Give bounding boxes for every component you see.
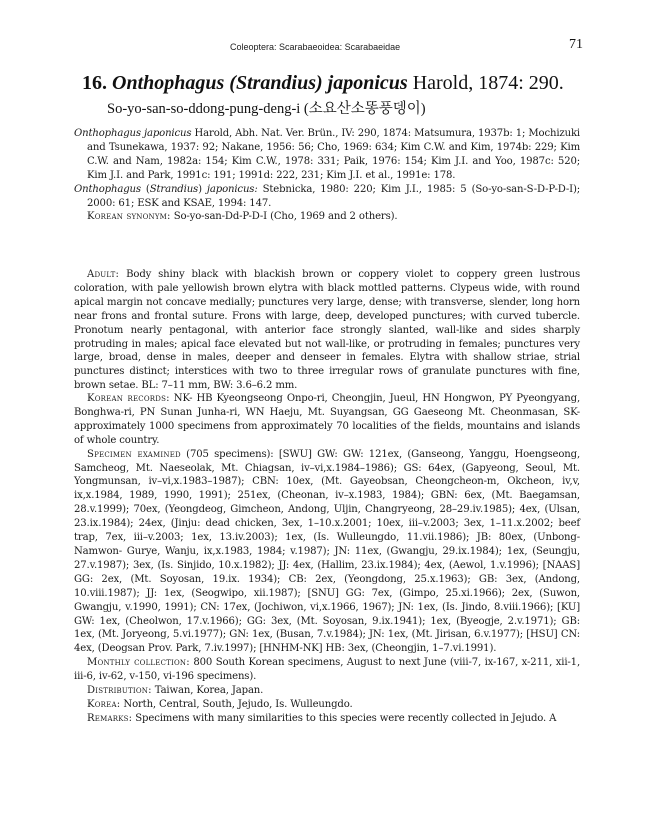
korean-common-name: So-yo-san-so-ddong-pung-deng-i (소요산소똥풍뎅이) (107, 101, 426, 117)
distribution (74, 684, 580, 698)
synonymy-genus-2: Onthophagus (74, 183, 141, 195)
page-number: 71 (569, 37, 583, 52)
species-epithet: japonicus (327, 72, 408, 94)
korean-synonym-label: Korean synonym: (87, 211, 171, 223)
species-number: 16. (82, 72, 107, 94)
specimen-examined (74, 448, 580, 657)
korea-text: North, Central, South, Jejudo, Is. Wulleungdo. (123, 698, 353, 710)
korean-records-label: Korean records: (87, 393, 170, 404)
korean-synonym (74, 210, 580, 224)
synonymy-entry-2: Onthophagus (Strandius) japonicus: Stebnicka, 1980: 220; Kim J.I., 1985: 5 (So-yo-san-S-D-P-D-I); 2000: 61; ESK and KSAE, 1994: 147. (74, 183, 580, 209)
species-authority: Harold, 1874: 290. (412, 72, 564, 94)
korea-label: Korea: (87, 698, 121, 710)
distribution-label: Distribution: (87, 685, 152, 697)
korea-distribution (74, 698, 580, 712)
adult-description (74, 268, 580, 393)
distribution-text: Taiwan, Korea, Japan. (154, 685, 264, 697)
korean-records (74, 392, 580, 448)
specimen-examined-text: (705 specimens): [SWU] GW: GW: 121ex, (Ganseong, Yanggu, Hoengseong, Samcheog, Mt. Naeseolak, Mt. Chiagsan, iv–vi,x.1984–1986); GS: 64ex, (Gapyeong, Seoul, Mt. Yongmunsan, iv–vi,x.1983–1987); CBN: 10ex, (Mt. Gayeobsan, Cheongcheon-m, Okcheon, iv,v, ix,x.1984, 1989, 1990, 1991); 251ex, (Cheonan, iv–x.1983, 1984); GBN: 6ex, (Mt. Baegamsan, 28.v.1999); 70ex, (Yeongdeog, Gimcheon, Andong, Uljin, Changryeong, 28–29.iv.1985); 4ex, (Ulsan, 23.ix.1984); 24ex, (Jinju: dead chicken, 3ex, 1–10.x.2001; 10ex, iii–v.2003; 3ex, 1–11.x.2002; beef trap, 7ex, iii–v.2003; 1ex, 13.iv.2003); 1ex, (Is. Wulleungdo, 11.vii.1986); JB: 80ex, (Unbong- Namwon- Gurye, Wanju, ix,x.1983, 1984; v.1987); JN: 11ex, (Gwangju, 29.ix.1984); 1ex, (Seungju, 27.v.1987); 3ex, (Is. Sinjido, 10.x.1982); JJ: 4ex, (Hallim, 23.ix.1984); 4ex, (Aewol, 1.v.1996); [NAAS] GG: 2ex, (Mt. Soyosan, 19.ix. 1934); CB: 2ex, (Yeongdong, 25.x.1963); GB: 3ex, (Andong, 10.viii.1987); JJ: 1ex, (Seogwipo, xii.1987); [SNU] GG: 7ex, (Gimpo, 25.xi.1966); 2ex, (Suwon, Gwangju, v.1990, 1991); CN: 17ex, (Jochiwon, vi,x.1966, 1967); JN: 1ex, (Is. Jindo, 8.viii.1966); [KU] GW: 1ex, (Cheolwon, 17.v.1966); GG: 3ex, (Mt. Soyosan, 9.ix.1941); 1ex, (Byeogje, 2.v.1971); GB: 1ex, (Mt. Joryeong, 5.vi.1977); GN: 1ex, (Busan, 7.v.1984); JN: 1ex, (Mt. Jirisan, 6.v.1977); [HSU] CN: 4ex, (Deogsan Prov. Park, 7.iv.1997); [HNHM-NK] HB: 3ex, (Cheongjin, 1–7.vi.1991). (74, 448, 581, 655)
korean-records-text: NK- HB Kyeongseong Onpo-ri, Cheongjin, Jueul, HN Hongwon, PY Pyeongyang, Bonghwa-ri, PN Sunan Junha-ri, WN Haeju, Mt. Suyangsan, GG Gaeseong Mt. Cheonmasan, SK- approximately 1000 specimens from approximately 70 localities of the fields, mountains and islands of whole country. (74, 393, 580, 446)
genus-name: Onthophagus (112, 72, 225, 94)
korean-synonym-text: So-yo-san-Dd-P-D-I (Cho, 1969 and 2 others). (173, 211, 398, 223)
synonymy-entry-1 (74, 127, 580, 183)
synonymy-refs-2: Stebnicka, 1980: 220; Kim J.I., 1985: 5 (So-yo-san-S-D-P-D-I); 2000: 61; ESK and KSAE, 1994: 147. (87, 183, 580, 209)
synonymy-refs-1: Harold, Abh. Nat. Ver. Brün., IV: 290, 1874: Matsumura, 1937b: 1; Mochizuki and Tsunekawa, 1937: 92; Nakane, 1956: 56; Cho, 1969: 634; Kim C.W. and Kim, 1974b: 229; Kim C.W. and Nam, 1982a: 154; Kim C.W., 1978: 331; Paik, 1976: 154; Kim J.I. and Yoo, 1987c: 520; Kim J.I. and Park, 1991c: 191; 1991d: 222, 231; Kim J.I. et al., 1991e: 178. (87, 128, 580, 181)
species-title (82, 72, 564, 95)
subgenus-name: (Strandius) (229, 72, 323, 94)
running-head: Coleoptera: Scarabaeoidea: Scarabaeidae (230, 42, 401, 52)
monthly-collection-label: Monthly collection: (87, 657, 190, 669)
monthly-collection (74, 656, 580, 684)
records-section (74, 392, 580, 726)
synonymy-epithet-2: japonicus: (206, 183, 258, 195)
adult-label: Adult: (87, 269, 120, 280)
specimen-examined-label: Specimen examined (87, 448, 181, 460)
adult-paragraph (74, 268, 580, 393)
remarks (74, 712, 580, 726)
remarks-label: Remarks: (87, 712, 133, 724)
synonymy-section (74, 127, 580, 224)
synonymy-taxon-1: Onthophagus japonicus (74, 128, 192, 139)
synonymy-subgenus-2: Strandius (149, 183, 199, 195)
remarks-text: Specimens with many similarities to this species were recently collected in Jejudo. A (135, 712, 557, 724)
adult-text: Body shiny black with blackish brown or coppery violet to coppery green lustrous coloration, with pale yellowish brown elytra with black mottled patterns. Clypeus wide, with round apical margin not concave medially; punctures very large, dense; with transverse, slender, long horn near frons and frontal suture. Frons with large, deep, developed punctures; with curved tubercle. Pronotum nearly pentagonal, with anterior face strongly slanted, wall-like and sides sharply protruding in males; apical face elevated but not wall-like, or protruding in females; punctures very large, broad, dense in males, deeper and denseer in females. Elytra with shallow striae, strial punctures distinct; interstices with two to three irregular rows of granulate punctures with fine, brown setae. BL: 7–11 mm, BW: 3.6–6.2 mm. (74, 269, 580, 392)
monthly-collection-text: 800 South Korean specimens, August to next June (viii-7, ix-167, x-211, xii-1, iii-6, iv-62, v-150, vi-196 specimens). (74, 657, 580, 683)
